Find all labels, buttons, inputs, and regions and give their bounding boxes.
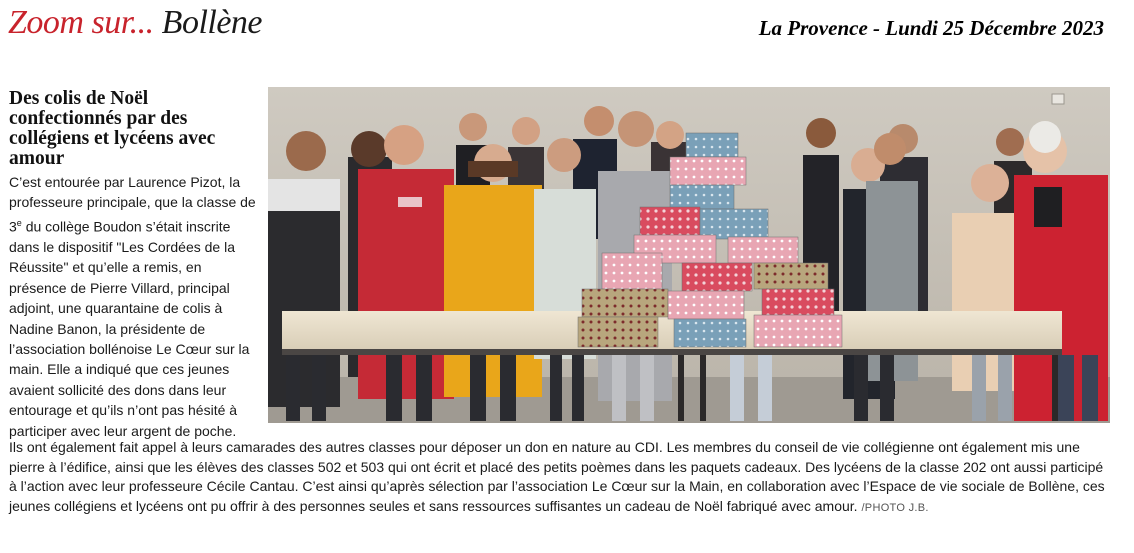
lead-superscript: e <box>16 217 22 228</box>
continuation-text: Ils ont également fait appel à leurs camarades des autres classes pour déposer un don en nature au CDI. Les membres du conseil de vie collégienne ont également mis une pierre à l’édifice, ainsi que les élèves des classes 502 et 503 qui ont écrit et placé des petits poèmes dans les paquets cadeaux. Des lycéens de la classe 202 ont aussi participé à l’action avec leur professeure Cécile Cantau. C’est ainsi qu’après sélection par l’association Le Cœur sur la Main, en collaboration avec l’Espace de vie sociale de Bollène, ces jeunes collégiens et lycéens ont pu offrir à des personnes seules et sans ressources suffisantes un cadeau de Noël fabriqué avec amour. <box>9 439 1105 514</box>
lead-text-part1: C’est entourée par Laurence Pizot, la professeure principale, que la classe de 3 <box>9 174 256 235</box>
article-lead-paragraph <box>9 172 261 441</box>
newspaper-dateline: La Provence - Lundi 25 Décembre 2023 <box>758 16 1104 40</box>
article-headline: Des colis de Noël confectionnés par des collégiens et lycéens avec amour <box>9 88 216 169</box>
photo-credit: /PHOTO J.B. <box>861 501 929 514</box>
masthead <box>8 4 262 44</box>
wall-switch <box>1052 94 1064 104</box>
masthead-town-name: Bollène <box>161 4 263 41</box>
lead-text-part2: du collège Boudon s’était inscrite dans le dispositif "Les Cordées de la Réussite" et qu’elle a remis, en présence de Pierre Villard, principal adjoint, une quarantaine de colis à Nadine Banon, la présidente de l’association bollénoise Le Cœur sur la main. Elle a indiqué que ces jeunes avaient sollicité des dons dans leur entourage et qu’ils n’ont pas hésité à participer avec leur argent de poche. <box>9 218 250 439</box>
article-continuation <box>9 438 1109 518</box>
masthead-zoom-label: Zoom sur... <box>8 4 154 41</box>
group-photo <box>268 87 1110 423</box>
